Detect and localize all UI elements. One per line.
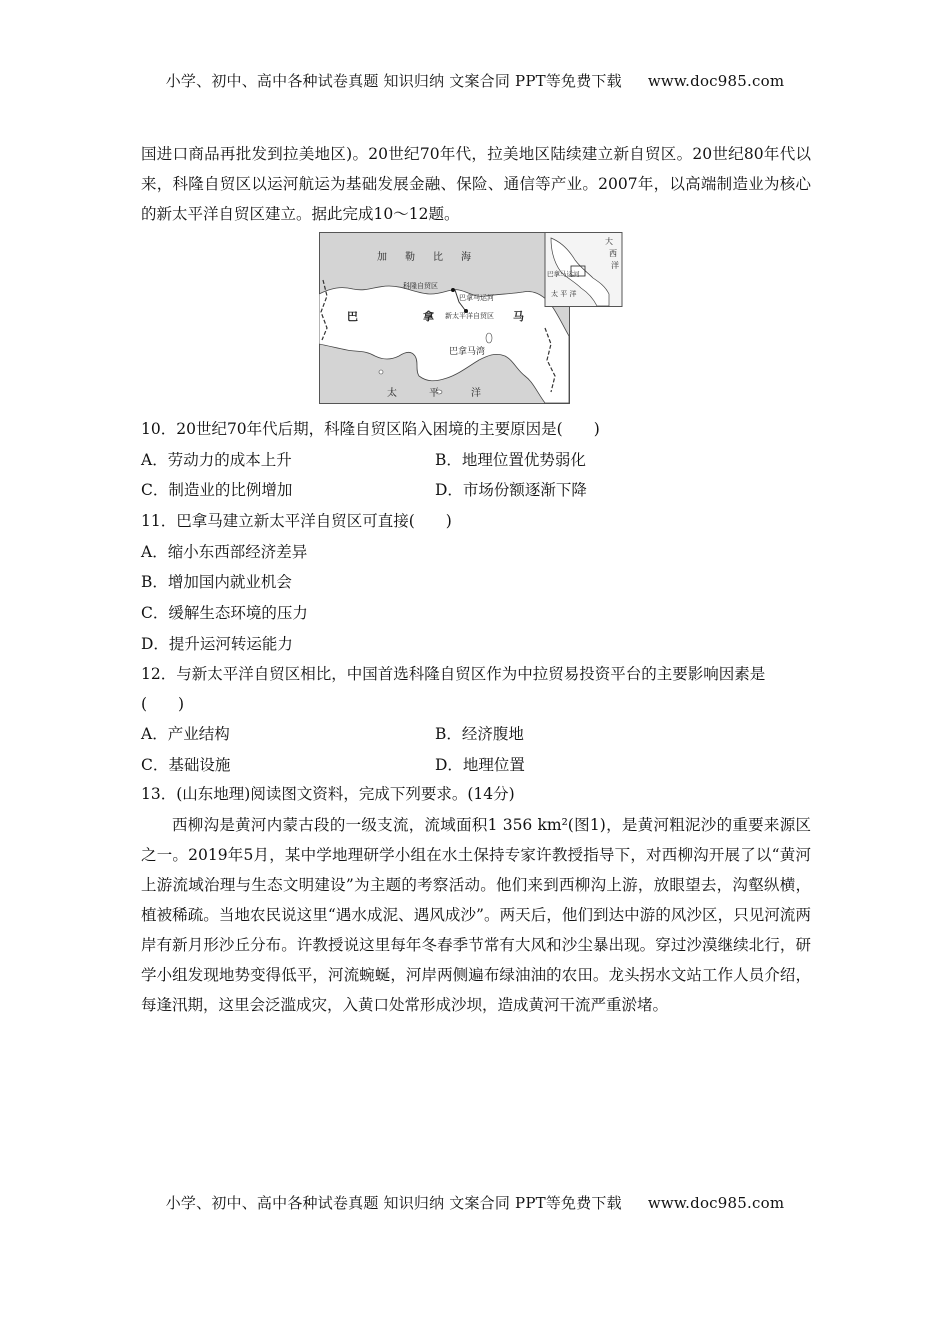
q10-option-b[interactable]: B．地理位置优势弱化 (435, 451, 586, 469)
label-caribbean-1: 加 (377, 252, 387, 263)
label-pacific-1: 太 (387, 388, 397, 399)
header-text: 小学、初中、高中各种试卷真题 知识归纳 文案合同 PPT等免费下载 (165, 72, 622, 90)
q10-option-a[interactable]: A．劳动力的成本上升 (141, 451, 292, 469)
label-panama-3: 马 (513, 310, 524, 323)
label-caribbean-4: 海 (461, 252, 471, 263)
intro-paragraph: 国进口商品再批发到拉美地区)。20世纪70年代，拉美地区陆续建立新自贸区。20世纪80年代以来，科隆自贸区以运河航运为基础发展金融、保险、通信等产业。2007年，以高端制造业为核心的新太平洋自贸区建立。据此完成10～12题。 (141, 145, 811, 223)
label-colon: 科隆自贸区 (403, 282, 438, 290)
q12-stem: 12．与新太平洋自贸区相比，中国首选科隆自贸区作为中拉贸易投资平台的主要影响因素是 (141, 665, 766, 683)
q12-option-c[interactable]: C．基础设施 (141, 756, 231, 774)
label-canal: 巴拿马运河 (459, 294, 494, 302)
q11-option-d[interactable]: D．提升运河转运能力 (141, 635, 293, 653)
inset-map (545, 233, 622, 307)
q13-title: 13．(山东地理)阅读图文资料，完成下列要求。(14分) (141, 785, 515, 803)
q10-option-d[interactable]: D．市场份额逐渐下降 (435, 481, 587, 499)
label-panama-1: 巴 (347, 310, 358, 323)
page-header (0, 70, 950, 91)
inset-atlantic-2: 西 (609, 249, 617, 258)
colon-dot (451, 288, 455, 292)
q13-passage: 西柳沟是黄河内蒙古段的一级支流，流域面积1 356 km²(图1)，是黄河粗泥沙的重要来源区之一。2019年5月，某中学地理研学小组在水土保持专家许教授指导下，对西柳沟开展了以“黄河上游流域治理与生态文明建设”为主题的考察活动。他们来到西柳沟上游，放眼望去，沟壑纵横，植被稀疏。当地农民说这里“遇水成泥、遇风成沙”。两天后，他们到达中游的风沙区，只见河流两岸有新月形沙丘分布。许教授说这里每年冬春季节常有大风和沙尘暴出现。穿过沙漠继续北行，研学小组发现地势变得低平，河流蜿蜒，河岸两侧遍布绿油油的农田。龙头拐水文站工作人员介绍，每逢汛期，这里会泛滥成灾，入黄口处常形成沙坝，造成黄河干流严重淤堵。 (141, 816, 811, 1014)
q11-option-b[interactable]: B．增加国内就业机会 (141, 573, 292, 591)
q12-stem-blank: ( ) (141, 695, 185, 713)
q11-option-a[interactable]: A．缩小东西部经济差异 (141, 543, 308, 561)
q10-option-c[interactable]: C．制造业的比例增加 (141, 481, 293, 499)
q12-option-d[interactable]: D．地理位置 (435, 756, 525, 774)
label-panama-2: 拿 (423, 310, 434, 323)
label-caribbean-3: 比 (433, 252, 443, 263)
inset-atlantic-3: 洋 (611, 261, 619, 270)
q12-option-a[interactable]: A．产业结构 (141, 725, 230, 743)
q10-stem: 10．20世纪70年代后期，科隆自贸区陷入困境的主要原因是( ) (141, 420, 600, 438)
q11-stem: 11．巴拿马建立新太平洋自贸区可直接( ) (141, 512, 452, 530)
label-newpacific: 新太平洋自贸区 (445, 312, 494, 320)
q12-option-b[interactable]: B．经济腹地 (435, 725, 524, 743)
inset-pacific: 太 平 洋 (551, 290, 577, 298)
footer-text: 小学、初中、高中各种试卷真题 知识归纳 文案合同 PPT等免费下载 (165, 1194, 622, 1212)
inset-canal: 巴拿马运河 (547, 270, 580, 278)
label-pacific-3: 洋 (471, 388, 481, 399)
panama-map (319, 232, 623, 404)
page-footer (0, 1192, 950, 1213)
label-caribbean-2: 勒 (405, 252, 415, 263)
label-pacific-2: 平 (429, 388, 439, 399)
q11-option-c[interactable]: C．缓解生态环境的压力 (141, 604, 308, 622)
footer-site[interactable]: www.doc985.com (647, 1194, 785, 1212)
header-site[interactable]: www.doc985.com (647, 72, 785, 90)
label-bay: 巴拿马湾 (449, 347, 486, 357)
inset-atlantic-1: 大 (605, 237, 613, 246)
